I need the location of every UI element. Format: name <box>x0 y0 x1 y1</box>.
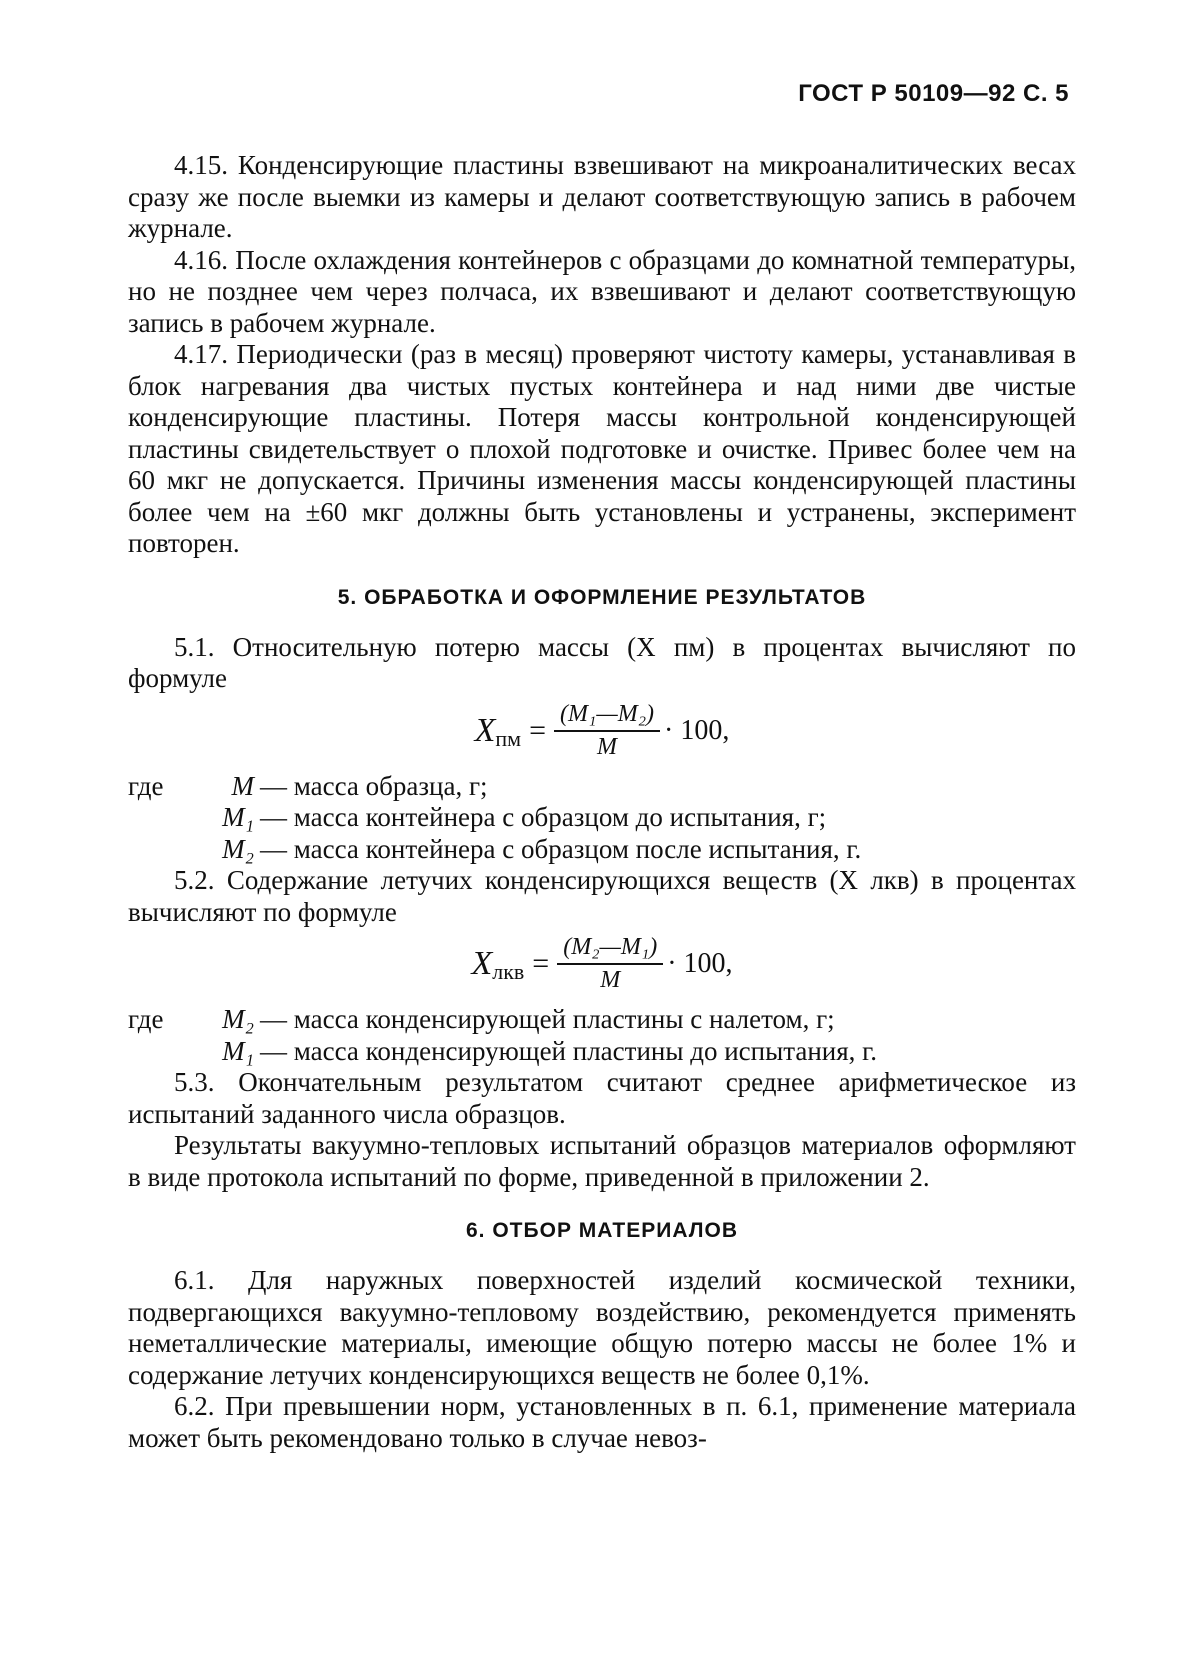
formula-denominator: M <box>597 733 618 760</box>
formula-mass-loss <box>128 701 1076 761</box>
section-5-title: 5. ОБРАБОТКА И ОФОРМЛЕНИЕ РЕЗУЛЬТАТОВ <box>337 585 867 609</box>
paragraph-5-3: 5.3. Окончательным результатом считают среднее арифметическое из испытаний заданного числа образцов. <box>128 1067 1076 1129</box>
paragraph-5-1: 5.1. Относительную потерю массы (X пм) в процентах вычисляют по формуле <box>128 631 1076 693</box>
formula-equals: = <box>529 713 547 747</box>
legend-row <box>128 802 1076 834</box>
legend-symbol: M₁ <box>222 1035 254 1066</box>
legend-label: где <box>128 1004 164 1034</box>
formula-variable: X <box>474 711 496 749</box>
paragraph-4-17: 4.17. Периодически (раз в месяц) проверяют чистоту камеры, устанавливая в блок нагревания два чистых пустых контейнера и над ними две чистые конденсирующие пластины. Потеря массы контрольной конденсирующей пластины свидетельствует о плохой подготовке и очистке. Привес более чем на 60 мкг не допускается. Причины изменения массы конденсирующей пластины более чем на ±60 мкг должны быть установлены и устранены, эксперимент повторен. <box>128 339 1076 558</box>
formula-multiplier: · 100, <box>667 948 733 979</box>
legend-row <box>128 771 1076 803</box>
legend-row <box>128 1004 1076 1036</box>
legend-symbol: M₂ <box>222 833 254 864</box>
legend-symbol: M₁ <box>222 802 254 832</box>
section-6-title: 6. ОТБОР МАТЕРИАЛОВ <box>466 1219 738 1242</box>
legend-symbol: M <box>231 770 254 801</box>
formula-numerator: (M₁—M₂) <box>554 701 660 732</box>
paragraph-4-15: 4.15. Конденсирующие пластины взвешивают на микроаналитических весах сразу же после выемки из камеры и делают соответствующую запись в рабочем журнале. <box>128 150 1076 243</box>
legend-row <box>128 834 1076 866</box>
formula-subscript: пм <box>495 725 522 751</box>
paragraph-4-16: 4.16. После охлаждения контейнеров с образцами до комнатной температуры, но не позднее чем через полчаса, их взвешивают и делают соответствующую запись в рабочем журнале. <box>128 244 1076 338</box>
formula-multiplier: · 100, <box>664 714 730 746</box>
formula-subscript: лкв <box>492 959 525 984</box>
formula-fraction <box>554 701 660 761</box>
legend-symbol: M₂ <box>222 1004 254 1034</box>
legend-text: — масса контейнера с образцом после испытания, г. <box>260 833 862 864</box>
paragraph-5-2: 5.2. Содержание летучих конденсирующихся веществ (X лкв) в процентах вычисляют по формуле <box>128 865 1076 927</box>
formula-numerator: (M₂—M₁) <box>557 934 663 965</box>
legend-label: где <box>128 770 164 801</box>
legend-text: — масса образца, г; <box>260 770 488 801</box>
paragraph-6-1: 6.1. Для наружных поверхностей изделий космической техники, подвергающихся вакуумно-тепловому воздействию, рекомендуется применять неметаллические материалы, имеющие общую потерю массы не более 1% и содержание летучих конденсирующихся веществ не более 0,1%. <box>128 1265 1076 1390</box>
formula-variable: X <box>471 945 493 982</box>
page-content <box>128 150 1076 1454</box>
formula-legend-1 <box>128 771 1076 866</box>
formula-denominator: M <box>600 967 621 993</box>
legend-text: — масса конденсирующей пластины с налетом, г; <box>260 1004 835 1034</box>
legend-text: — масса контейнера с образцом до испытания, г; <box>260 802 827 832</box>
paragraph-6-2: 6.2. При превышении норм, установленных в п. 6.1, применение материала может быть рекомендовано только в случае невоз- <box>128 1391 1076 1453</box>
legend-row <box>128 1036 1076 1068</box>
page-header: ГОСТ Р 50109—92 С. 5 <box>798 80 1069 107</box>
formula-legend-2 <box>128 1004 1076 1067</box>
legend-text: — масса конденсирующей пластины до испытания, г. <box>260 1035 877 1066</box>
formula-volatile-content <box>128 934 1076 994</box>
paragraph-5-3-results: Результаты вакуумно-тепловых испытаний образцов материалов оформляют в виде протокола испытаний по форме, приведенной в приложении 2. <box>128 1130 1076 1192</box>
formula-equals: = <box>532 947 550 980</box>
formula-fraction <box>557 934 663 994</box>
